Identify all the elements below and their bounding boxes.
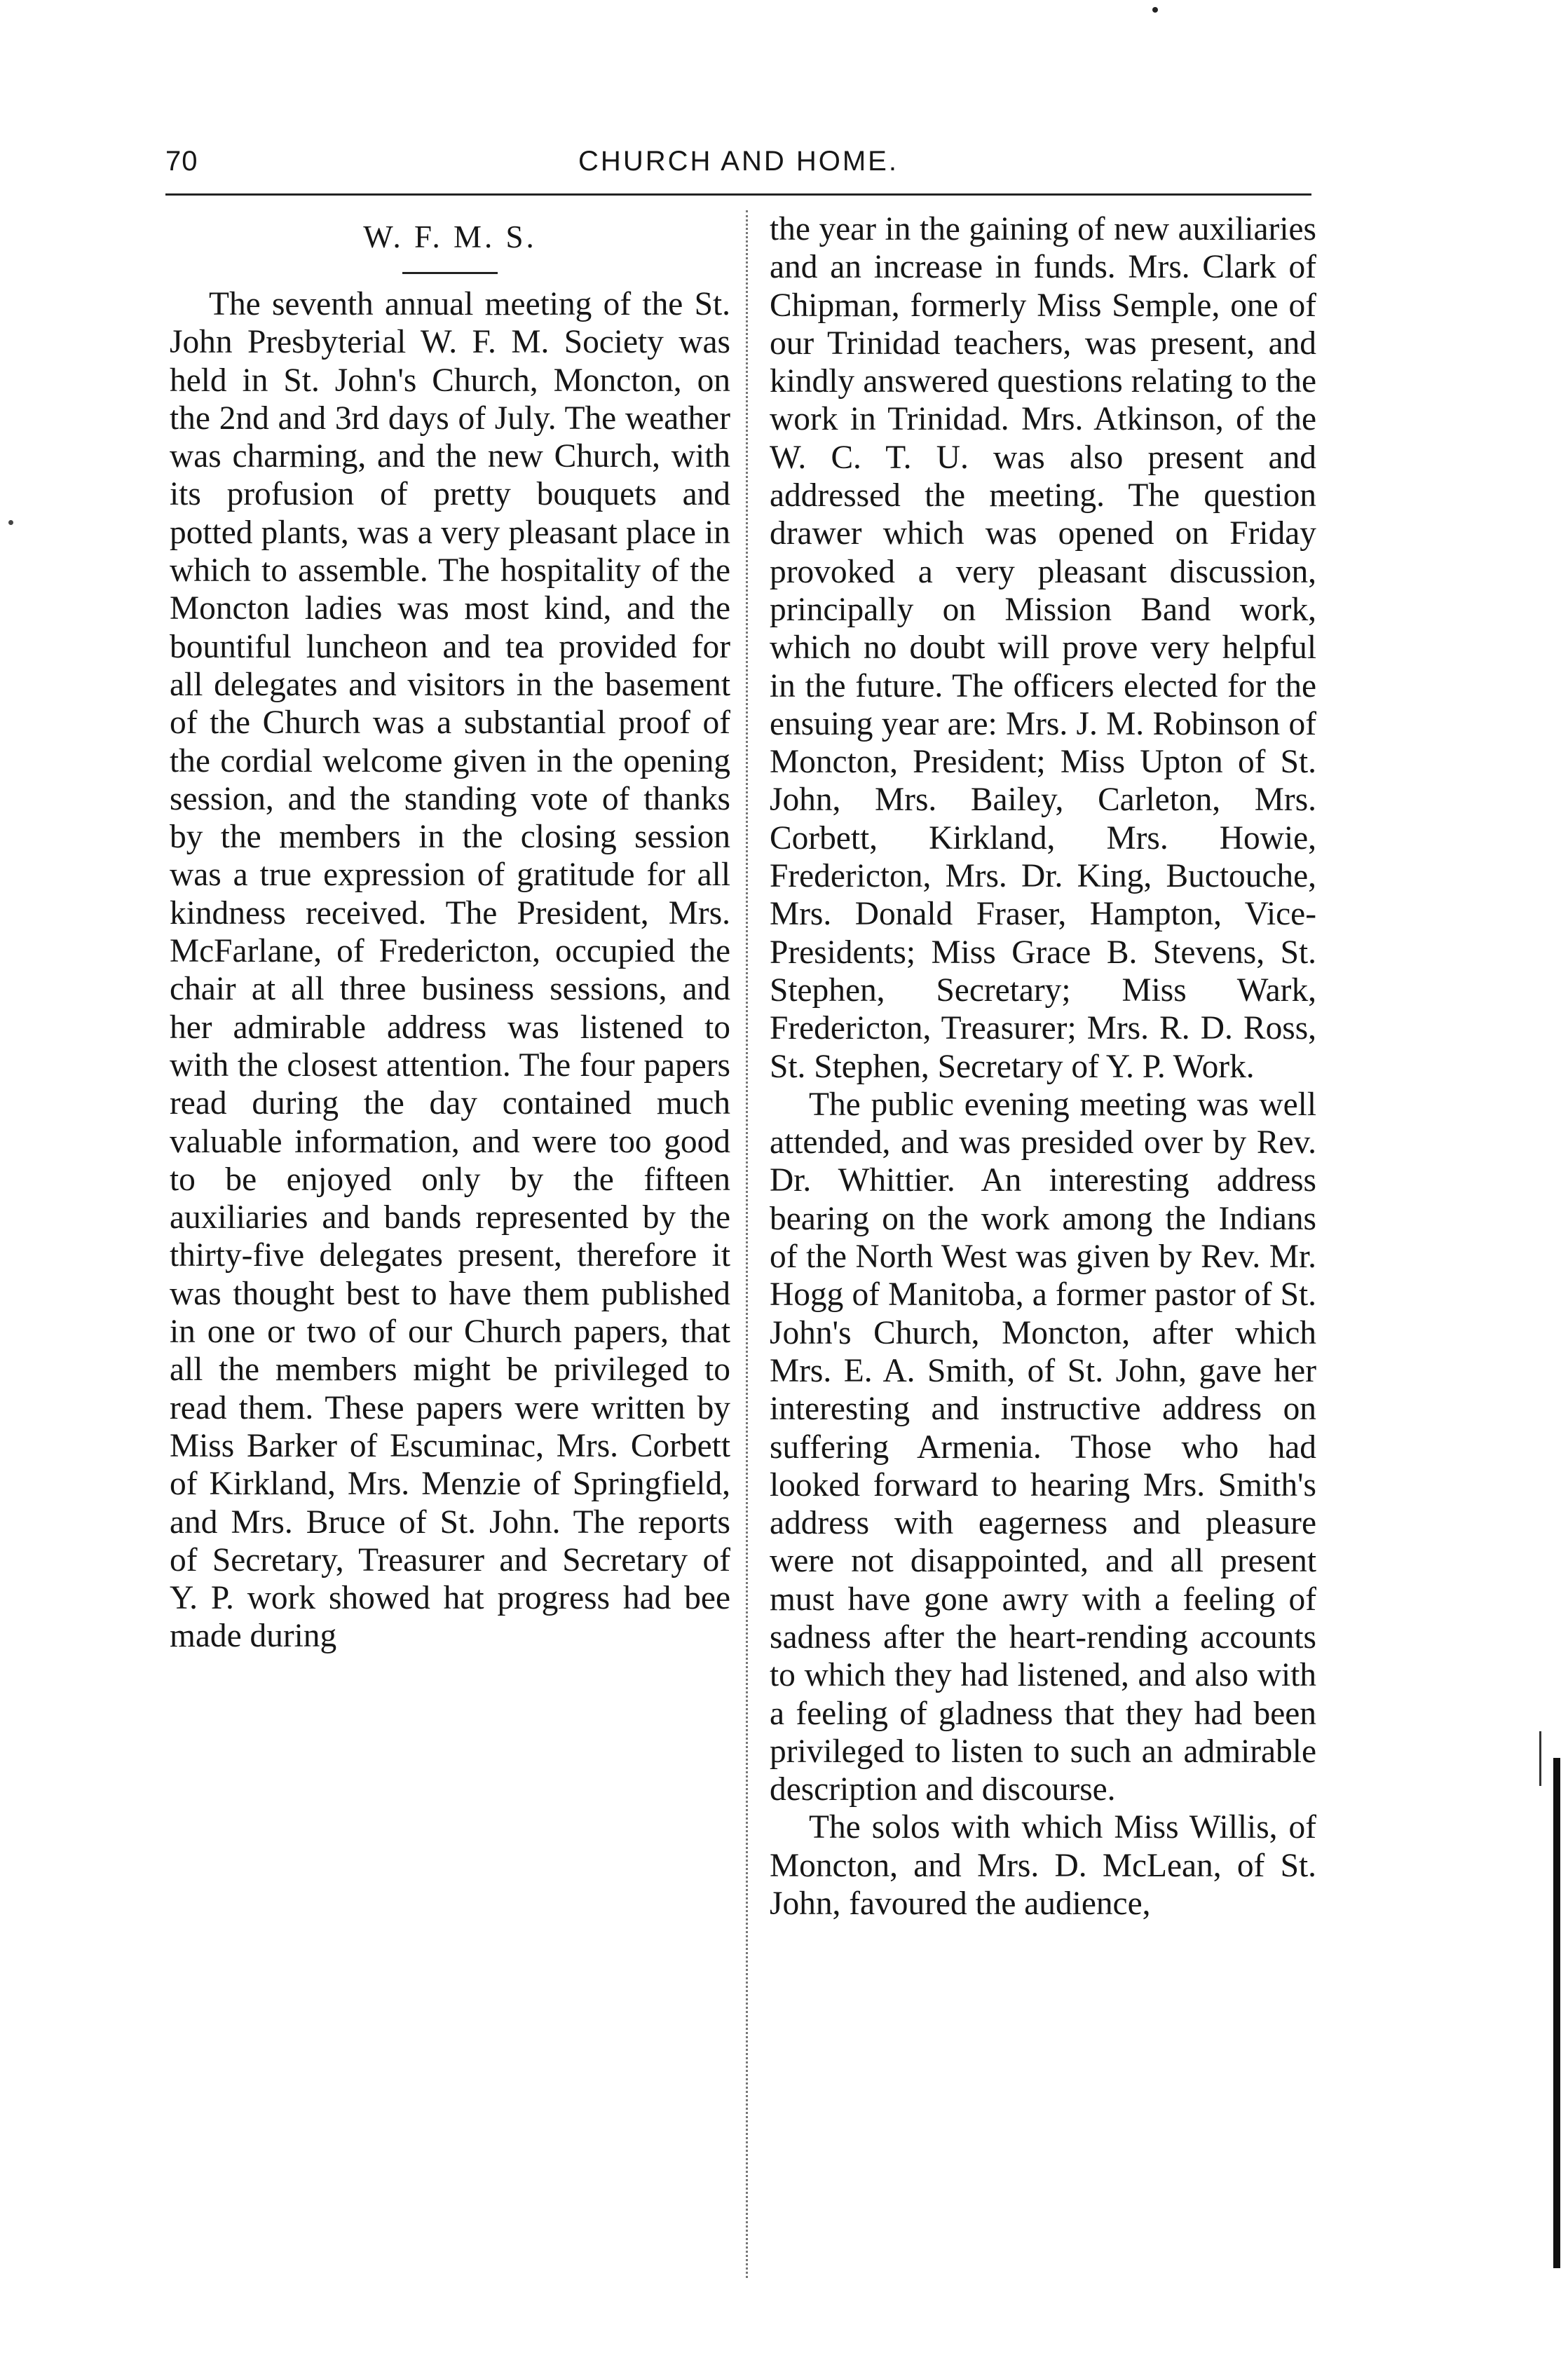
- header-rule: [165, 193, 1311, 196]
- scan-edge-bar: [1553, 1758, 1560, 2268]
- article-title: W. F. M. S.: [363, 219, 537, 254]
- paragraph: The public evening meeting was well attended, and was presided over by Rev. Dr. Whittier. An interesting address bearing on the work among the Indians of the North West was given by Rev. Mr. Hogg of Manitoba, a former pastor of St. John's Church, Moncton, after which Mrs. E. A. Smith, of St. John, gave her interesting and instructive address on suffering Armenia. Those who had looked forward to hearing Mrs. Smith's address with eagerness and pleasure were not disappointed, and all present must have gone awry with a feeling of sadness after the heart-rending accounts to which they had listened, and also with a feeling of gladness that they had been privileged to listen to such an admirable description and discourse.: [770, 1086, 1316, 1808]
- paragraph: The seventh annual meeting of the St. John Presbyterial W. F. M. Society was held in St. John's Church, Moncton, on the 2nd and 3rd days of July. The weather was charming, and the new Church, with its profusion of pretty bouquets and potted plants, was a very pleasant place in which to assemble. The hospitality of the Moncton ladies was most kind, and the bountiful luncheon and tea provided for all delegates and visitors in the basement of the Church was a substantial proof of the cordial welcome given in the opening session, and the standing vote of thanks by the members in the closing session was a true expression of gratitude for all kindness received. The President, Mrs. McFarlane, of Fredericton, occupied the chair at all three business sessions, and her admirable address was listened to with the closest attention. The four papers read during the day contained much valuable information, and were too good to be enjoyed only by the fifteen auxiliaries and bands represented by the thirty-five delegates present, therefore it was thought best to have them published in one or two of our Church papers, that all the members might be privileged to read them. These papers were written by Miss Barker of Escuminac, Mrs. Corbett of Kirkland, Mrs. Menzie of Springfield, and Mrs. Bruce of St. John. The reports of Secretary, Treasurer and Secretary of Y. P. work showed hat progress had bee made during: [170, 286, 730, 1655]
- column-divider: [746, 210, 748, 2278]
- page-header: [165, 146, 1311, 191]
- page-number: 70: [165, 146, 198, 177]
- right-column: [770, 210, 1316, 2278]
- scan-speck: [1152, 7, 1158, 13]
- paragraph-continuation: the year in the gaining of new auxiliaries and an increase in funds. Mrs. Clark of Chipman, formerly Miss Semple, one of our Trinidad teachers, was present, and kindly answered questions relating to the work in Trinidad. Mrs. Atkinson, of the W. C. T. U. was also present and addressed the meeting. The question drawer which was opened on Friday provoked a very pleasant discussion, principally on Mission Band work, which no doubt will prove very helpful in the future. The officers elected for the ensuing year are: Mrs. J. M. Robinson of Moncton, President; Miss Upton of St. John, Mrs. Bailey, Carleton, Mrs. Corbett, Kirkland, Mrs. Howie, Fredericton, Mrs. Dr. King, Buctouche, Mrs. Donald Fraser, Hampton, Vice-Presidents; Miss Grace B. Stevens, St. Stephen, Secretary; Miss Wark, Fredericton, Treasurer; Mrs. R. D. Ross, St. Stephen, Secretary of Y. P. Work.: [770, 211, 1316, 1085]
- title-rule: [402, 272, 498, 274]
- paragraph: The solos with which Miss Willis, of Moncton, and Mrs. D. McLean, of St. John, favoured the audience,: [770, 1809, 1316, 1923]
- running-head: CHURCH AND HOME.: [578, 146, 899, 177]
- scan-edge-mark: [1539, 1731, 1541, 1786]
- left-column: [170, 210, 730, 2278]
- scan-speck: [8, 520, 13, 525]
